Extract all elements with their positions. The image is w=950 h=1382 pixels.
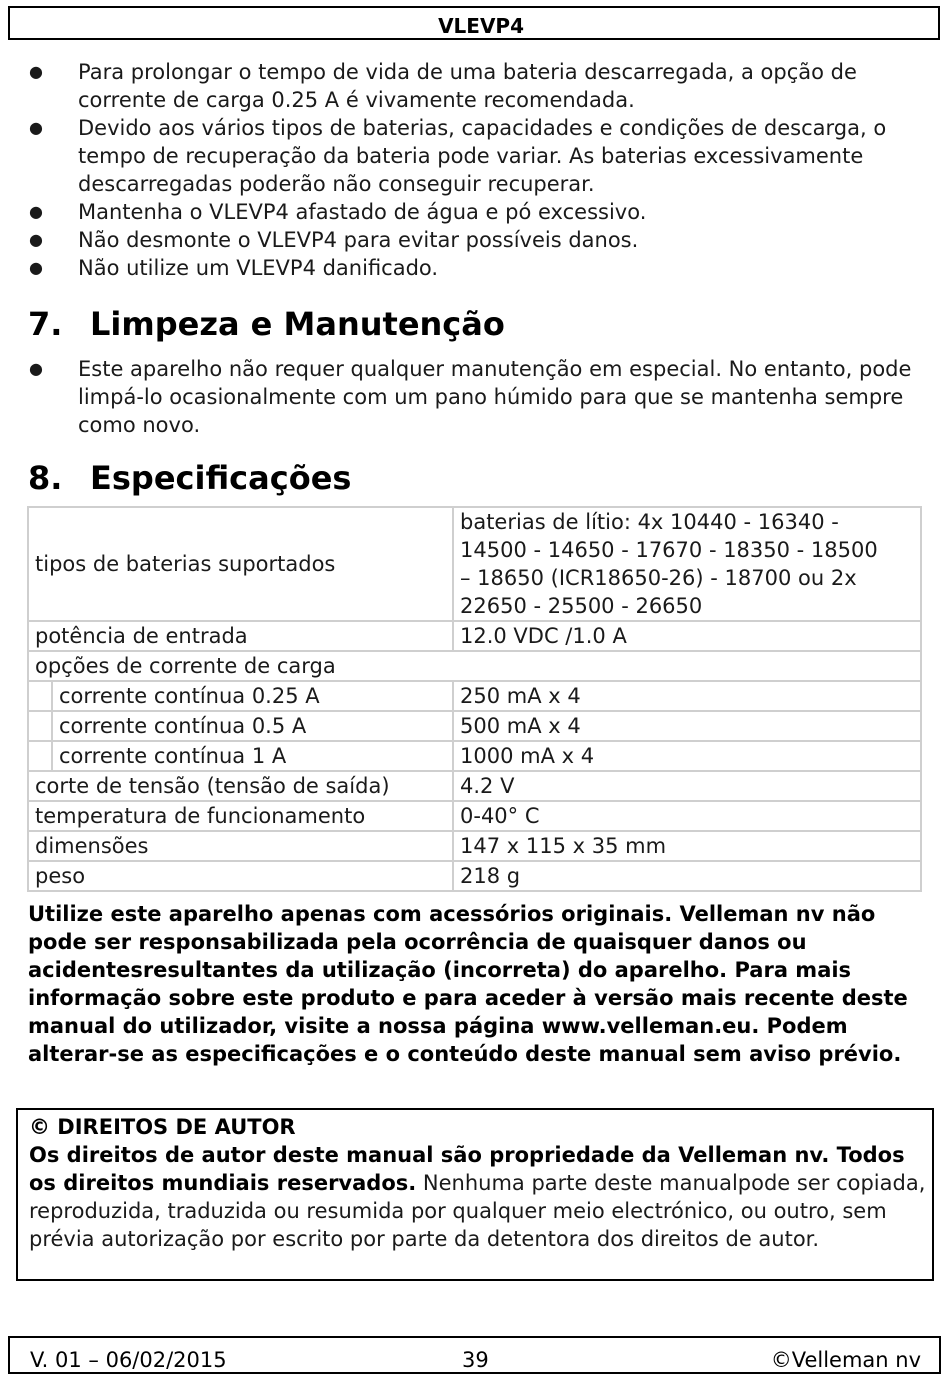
bullet-text: Mantenha o VLEVP4 afastado de água e pó excessivo. bbox=[78, 200, 647, 224]
bullet-icon: ● bbox=[29, 118, 43, 137]
maintenance-bullet-list bbox=[0, 355, 950, 439]
spec-value: 250 mA x 4 bbox=[453, 681, 921, 711]
spec-value: baterias de lítio: 4x 10440 - 16340 - 14500 - 14650 - 17670 - 18350 - 18500 – 18650 (ICR18650-26) - 18700 ou 2x 22650 - 25500 - 26650 bbox=[453, 507, 921, 621]
spec-label: corte de tensão (tensão de saída) bbox=[28, 771, 453, 801]
section-heading: Especificações bbox=[90, 459, 352, 497]
section-8-title bbox=[28, 458, 351, 498]
footer-page-number: 39 bbox=[462, 1348, 489, 1372]
section-7-title bbox=[28, 304, 505, 344]
table-row bbox=[28, 741, 921, 771]
spec-value: 218 g bbox=[453, 861, 921, 891]
spec-sub-label: corrente contínua 0.25 A bbox=[28, 681, 453, 711]
copyright-text bbox=[29, 1141, 932, 1253]
page-footer bbox=[8, 1336, 941, 1374]
copyright-heading: © DIREITOS DE AUTOR bbox=[29, 1115, 296, 1139]
spec-label: tipos de baterias suportados bbox=[28, 507, 453, 621]
spec-group-label: opções de corrente de carga bbox=[28, 651, 921, 681]
spec-sub-label: corrente contínua 1 A bbox=[28, 741, 453, 771]
bullet-text: Para prolongar o tempo de vida de uma bateria descarregada, a opção de corrente de carga 0.25 A é vivamente recomendada. bbox=[78, 60, 857, 112]
bullet-icon: ● bbox=[29, 62, 43, 81]
spec-value: 4.2 V bbox=[453, 771, 921, 801]
header-title: VLEVP4 bbox=[438, 14, 524, 38]
list-item bbox=[0, 114, 918, 198]
spec-label: peso bbox=[28, 861, 453, 891]
copyright-bold-text: Os direitos de autor deste manual são propriedade da Velleman nv. Todos os direitos mundiais reservados. bbox=[29, 1143, 905, 1195]
table-row bbox=[28, 651, 921, 681]
bullet-icon: ● bbox=[29, 230, 43, 249]
list-item bbox=[0, 198, 918, 226]
spec-sub-label: corrente contínua 0.5 A bbox=[28, 711, 453, 741]
page-header bbox=[8, 6, 940, 40]
table-row bbox=[28, 831, 921, 861]
table-row bbox=[28, 801, 921, 831]
bullet-icon: ● bbox=[29, 202, 43, 221]
bullet-icon: ● bbox=[29, 258, 43, 277]
spec-value: 1000 mA x 4 bbox=[453, 741, 921, 771]
table-row bbox=[28, 621, 921, 651]
specifications-table bbox=[27, 506, 922, 892]
spec-label: dimensões bbox=[28, 831, 453, 861]
section-number: 8. bbox=[28, 459, 63, 497]
list-item bbox=[0, 58, 918, 114]
safety-bullet-list bbox=[0, 58, 950, 282]
footer-owner: ©Velleman nv bbox=[770, 1348, 921, 1372]
copyright-normal-text: Nenhuma parte deste manualpode ser copiada, reproduzida, traduzida ou resumida por qualquer meio electrónico, ou outro, sem prévia autorização por escrito por parte da detentora dos direitos de autor. bbox=[29, 1171, 926, 1251]
table-row bbox=[28, 711, 921, 741]
table-row bbox=[28, 681, 921, 711]
bullet-text: Devido aos vários tipos de baterias, capacidades e condições de descarga, o tempo de recuperação da bateria pode variar. As baterias excessivamente descarregadas poderão não conseguir recuperar. bbox=[78, 116, 887, 196]
usage-notice: Utilize este aparelho apenas com acessórios originais. Velleman nv não pode ser responsabilizada pela ocorrência de quaisquer danos ou acidentesresultantes da utilização (incorreta) do aparelho. Para mais informação sobre este produto e para aceder à versão mais recente deste manual do utilizador, visite a nossa página www.velleman.eu. Podem alterar-se as especificações e o conteúdo deste manual sem aviso prévio. bbox=[28, 902, 908, 1066]
spec-value: 12.0 VDC /1.0 A bbox=[453, 621, 921, 651]
spec-value: 0-40° C bbox=[453, 801, 921, 831]
spec-value: 147 x 115 x 35 mm bbox=[453, 831, 921, 861]
list-item bbox=[0, 226, 918, 254]
section-number: 7. bbox=[28, 305, 63, 343]
table-row bbox=[28, 507, 921, 621]
table-row bbox=[28, 771, 921, 801]
bullet-text: Este aparelho não requer qualquer manutenção em especial. No entanto, pode limpá-lo ocasionalmente com um pano húmido para que se mantenha sempre como novo. bbox=[78, 357, 912, 437]
bullet-text: Não desmonte o VLEVP4 para evitar possíveis danos. bbox=[78, 228, 639, 252]
bullet-icon: ● bbox=[29, 359, 43, 378]
list-item bbox=[0, 254, 918, 282]
section-heading: Limpeza e Manutenção bbox=[90, 305, 505, 343]
bullet-text: Não utilize um VLEVP4 danificado. bbox=[78, 256, 439, 280]
list-item bbox=[0, 355, 918, 439]
footer-version: V. 01 – 06/02/2015 bbox=[30, 1348, 227, 1372]
spec-value: 500 mA x 4 bbox=[453, 711, 921, 741]
copyright-box bbox=[16, 1108, 934, 1281]
spec-label: potência de entrada bbox=[28, 621, 453, 651]
spec-label: temperatura de funcionamento bbox=[28, 801, 453, 831]
table-row bbox=[28, 861, 921, 891]
